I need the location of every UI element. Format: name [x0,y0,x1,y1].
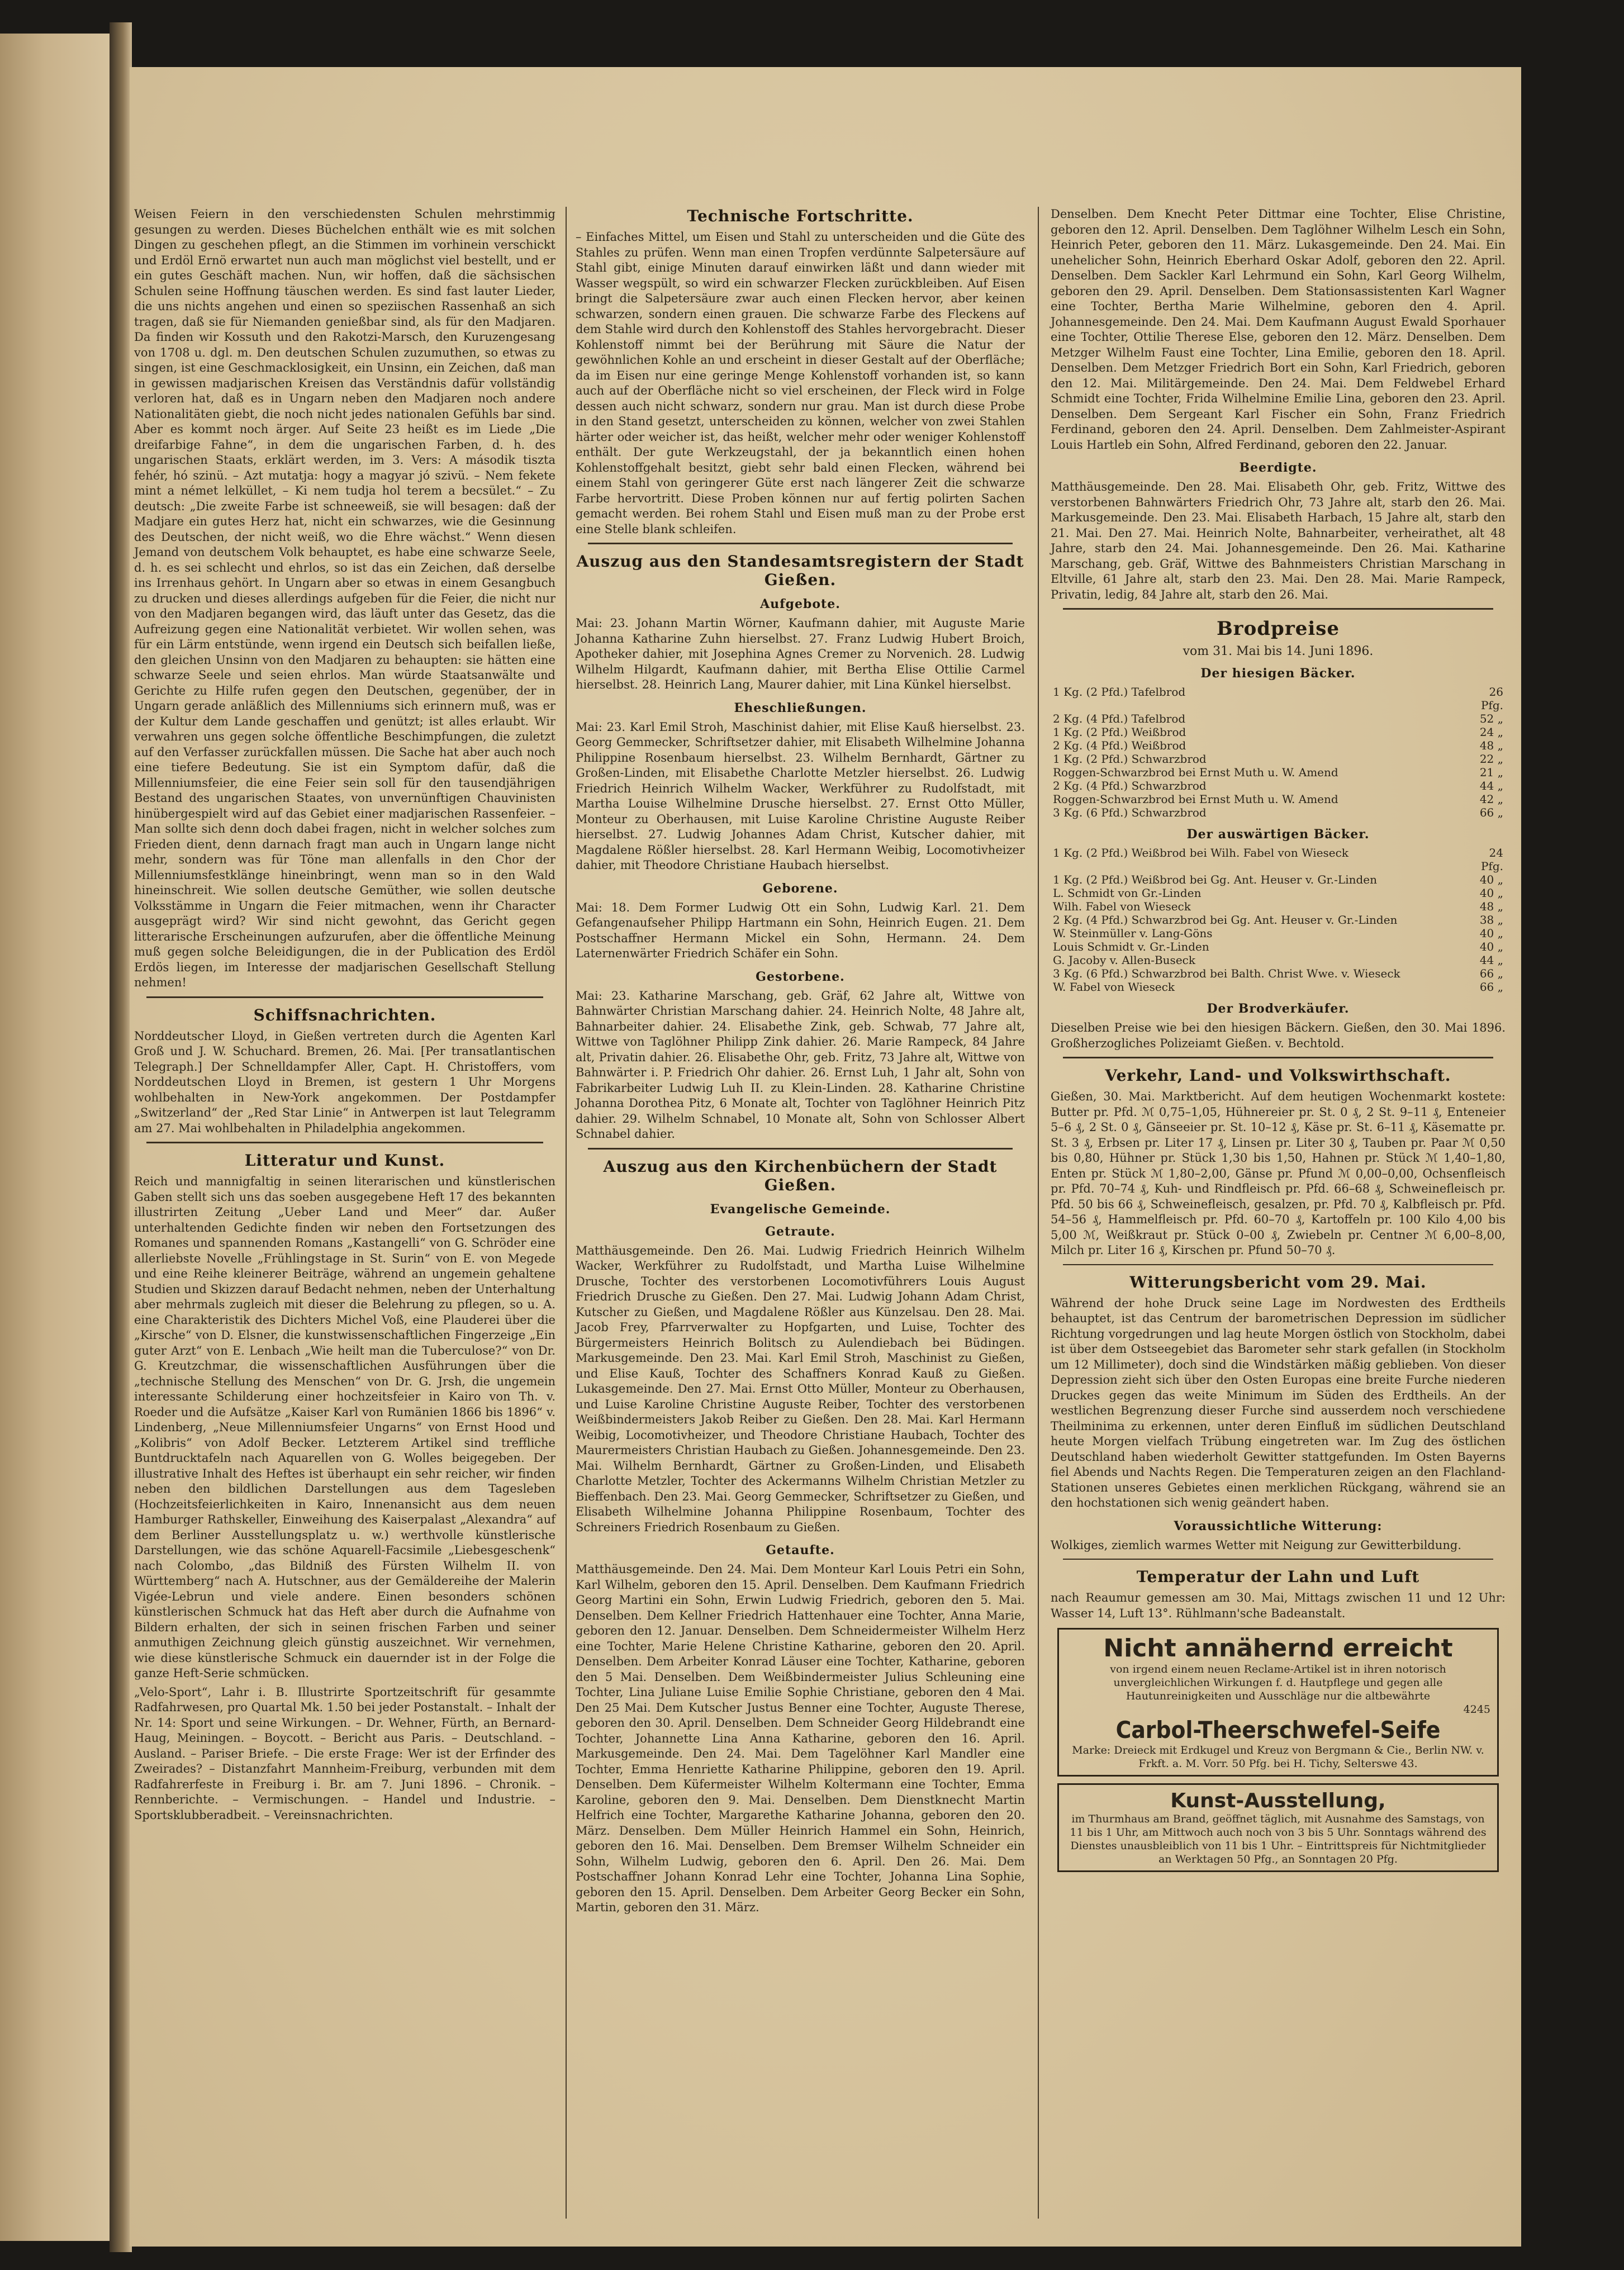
bread-price-desc: 2 Kg. (4 Pfd.) Tafelbrod [1053,712,1186,725]
bread-price-value: 66 „ [1479,980,1503,994]
bread-price-row [1053,685,1503,712]
church-getaufte-text: Matthäusgemeinde. Den 24. Mai. Dem Monteur Karl Louis Petri ein Sohn, Karl Wilhelm, geboren den 15. April. Denselben. Dem Kaufmann Friedrich Georg Martini ein Sohn, Erwin Ludwig Friedrich, geboren den 5. Mai. Denselben. Dem Kellner Friedrich Hattenhauer eine Tochter, Anna Marie, geboren den 12. Januar. Denselben. Dem Schneidermeister Wilhelm Herz eine Tochter, Marie Helene Christine Katharine, geboren den 20. April. Denselben. Dem Arbeiter Konrad Läuser eine Tochter, Katharine, geboren den 5 Mai. Denselben. Dem Weißbindermeister Julius Schleuning eine Tochter, Lina Juliane Luise Emilie Sophie Christiane, geboren den 4 Mai. Den 25 Mai. Dem Kutscher Justus Benner eine Tochter, Auguste Therese, geboren den 30. April. Denselben. Dem Schneider Georg Hildebrandt eine Tochter, Johannette Lina Anna Katharine, geboren den 16. April. Markusgemeinde. Den 24. Mai. Dem Tagelöhner Karl Mandler eine Tochter, Emma Henriette Katharine Philippine, geboren den 19. April. Denselben. Dem Küfermeister Wilhelm Koltermann eine Tochter, Emma Karoline, geboren den 9. Mai. Denselben. Dem Dienstknecht Martin Helfrich eine Tochter, Margarethe Katharine Johanna, geboren den 20. März. Denselben. Dem Müller Heinrich Hammel ein Sohn, Heinrich, geboren den 16. Mai. Denselben. Dem Bremser Wilhelm Schneider ein Sohn, Wilhelm Ludwig, geboren den 6. April. Den 26. Mai. Dem Postschaffner Johann Konrad Lehr eine Tochter, Johanna Lina Sophie, geboren den 15. April. Denselben. Dem Arbeiter Georg Becker ein Sohn, Martin, geboren den 31. März. [576,1563,1025,1914]
ad-soap-title: Nicht annähernd erreicht [1103,1634,1453,1663]
registry-deaths: Gestorbene. [756,969,845,984]
bread-price-value: 44 „ [1479,953,1503,967]
church-getraute: Getraute. [765,1224,835,1239]
bread-price-row [1053,779,1503,792]
weather-text: Während der hohe Druck seine Lage im Nordwesten des Erdtheils behauptet, ist das Centrum der barometrischen Depression im südlicher Richtung vorgedrungen und lag heute Morgen östlich von Stockholm, dabei ist über dem Ostseegebiet das Barometer sehr stark gefallen (in Stockholm um 12 Millimeter), doch sind die Windstärken mäßig geblieben. Von dieser Depression zieht sich über den Osten Europas eine breite Furche niederen Druckes gegen das weite Minimum im Süden des Erdtheils. An der westlichen Begrenzung dieser Furche sind ausserdem noch verschiedene Theilminima zu erkennen, unter deren Einfluß im südlichen Deutschland heute Morgen vielfach Trübung eingetreten war. Im Zug des östlichen Deutschland haben wiederholt Gewitter stattgefunden. Im Osten Bayerns fiel Abends und Nachts Regen. Die Temperaturen zeigen an den Flachland-Stationen unseres Gebietes einen merklichen Rückgang, während sie an den hochstationen sich wenig geändert haben. [1051,1296,1506,1509]
weather-forecast: Wolkiges, ziemlich warmes Wetter mit Neigung zur Gewitterbildung. [1051,1538,1462,1552]
bread-price-row [1053,913,1503,927]
bread-price-desc: G. Jacoby v. Allen-Buseck [1053,953,1195,967]
bread-price-value: 40 „ [1479,940,1503,953]
registry-marriages-text: Mai: 23. Karl Emil Stroh, Maschinist dahier, mit Elise Kauß hierselbst. 23. Georg Gemmecker, Schriftsetzer dahier, mit Elisabeth Wilhelmine Johanna Philippine Rosenbaum hierselbst. 23. Wilhelm Bernhardt, Gärtner zu Großen-Linden, mit Elisabethe Charlotte Metzler hierselbst. 26. Ludwig Friedrich Heinrich Wilhelm Wacker, Werkführer zu Rudolfstadt, mit Martha Louise Wilhelmine Drusche hierselbst. 27. Ernst Otto Müller, Monteur zu Oberhausen, mit Luise Karoline Christine Auguste Reiber hierselbst. 27. Ludwig Johannes Adam Christ, Kutscher dahier, mit Magdalene Rößler hierselbst. 28. Karl Hermann Weibig, Locomotivheizer dahier, mit Theodore Christiane Haubach hierselbst. [576,720,1025,872]
column-left [130,207,560,2230]
separator [588,1148,1013,1150]
church-evangelical: Evangelische Gemeinde. [710,1202,891,1217]
registry-births: Geborene. [762,881,838,896]
tech-heading: Technische Fortschritte. [687,207,914,225]
bread-price-row [1053,980,1503,994]
bread-price-desc: Wilh. Fabel von Wieseck [1053,900,1191,913]
bread-prices-dates: vom 31. Mai bis 14. Juni 1896. [1183,644,1374,658]
separator [588,543,1013,544]
bread-price-value: 52 „ [1479,712,1503,725]
separator [146,1142,543,1143]
bread-price-value: 48 „ [1479,739,1503,752]
separator [1063,1559,1493,1560]
bread-price-row [1053,752,1503,766]
ship-news-heading: Schiffsnachrichten. [253,1005,436,1024]
bread-price-value: 66 „ [1479,967,1503,980]
newspaper-page [130,67,1521,2247]
bread-price-desc: 3 Kg. (6 Pfd.) Schwarzbrod bei Balth. Christ Wwe. v. Wieseck [1053,967,1400,980]
column-right [1046,207,1510,2230]
column-middle [571,207,1029,2230]
bread-price-row [1053,886,1503,900]
economy-heading: Verkehr, Land- und Volkswirthschaft. [1105,1066,1451,1085]
bread-price-desc: Louis Schmidt v. Gr.-Linden [1053,940,1209,953]
bread-sellers-heading: Der Brodverkäufer. [1207,1001,1350,1016]
burials-heading: Beerdigte. [1239,460,1317,475]
literature-text: Reich und mannigfaltig in seinen literarischen und künstlerischen Gaben stellt sich uns das soeben ausgegebene Heft 17 des bekannten illustrirten Zeitung „Ueber Land und Meer“ dar. Außer unterhaltenden Gedichte finden wir neben den Fortsetzungen des Romanes und spannenden Romans „Kastangelli“ von G. Schröder eine allerliebste Novelle „Frühlingstage in St. Surin“ von E. von Megede und eine Reihe kleinerer Beiträge, während an ungemein gehaltene Studien und Skizzen darauf Bedacht nehmen, neben der Unterhaltung aber mehrmals zugleich mit dieser die Belehrung zu pflegen, so u. A. eine Charakteristik des Dichters Michel Voß, eine Plauderei über die „Kirsche“ von D. Elsner, die kunstwissenschaftlichen Fingerzeige „Ein guter Arzt“ von E. Lenbach „Wie heilt man die Tuberculose?“ von Dr. G. Kreutzchmar, die wissenschaftlichen Ausführungen über die „technische Stellung des Menschen“ von Dr. G. Jrsh, die ungemein interessante Schilderung einer hochzeitsfeier in Kairo von Th. v. Roeder und die Aufsätze „Kaiser Karl von Rumänien 1866 bis 1896“ v. Lindenberg, „Neue Millenniumsfeier Ungarns“ von Ernst Hood und „Kolibris“ von Adolf Becker. Letzterem Artikel sind treffliche Buntdrucktafeln nach Aquarellen von G. Wolles beigegeben. Der illustrative Inhalt des Heftes ist überhaupt ein sehr reicher, wir finden neben den bildlichen Darstellungen aus dem Tagesleben (Hochzeitsfeierlichkeiten in Kairo, Innenansicht aus dem neuen Hamburger Rathskeller, Einweihung des Kaiserpalast „Alexandra“ auf dem Berliner Ausstellungsplatz u. w.) werthvolle künstlerische Darstellungen, wie das schöne Aquarell-Facsimile „Liebesgeschenk“ nach Colombo, „das Bildniß des Fürsten Wilhelm II. von Württemberg“ nach A. Hutschner, aus der Gemäldereihe der Malerin Vigée-Lebrun und viele andere. Einen besonders schönen künstlerischen Schmuck hat das Heft aber durch die Aufnahme von Bildern erhalten, der sich in seinen frischen Farben und seiner anmuthigen Zeichnung gleich günstig auszeichnet. Wir vernehmen, wie diese künstlerische Schmuck ein dauernder ist in der Folge die ganze Heft-Serie schmücken. [134,1175,555,1680]
bread-price-row [1053,953,1503,967]
bread-price-value: 21 „ [1479,766,1503,779]
bread-price-row [1053,792,1503,806]
separator [1063,1264,1493,1265]
baptisms-continued: Denselben. Dem Knecht Peter Dittmar eine Tochter, Elise Christine, geboren den 12. April. Denselben. Dem Taglöhner Wilhelm Lesch ein Sohn, Heinrich Peter, geboren den 11. März. Lukasgemeinde. Den 24. Mai. Ein unehelicher Sohn, Heinrich Eberhard Oskar Adolf, geboren den 22. April. Denselben. Dem Sackler Karl Lehrmund ein Sohn, Karl Georg Wilhelm, geboren den 29. April. Denselben. Dem Stationsassistenten Karl Wagner eine Tochter, Bertha Marie Wilhelmine, geboren den 4. April. Johannesgemeinde. Den 24. Mai. Dem Kaufmann August Ewald Sporhauer eine Tochter, Ottilie Therese Else, geboren den 12. März. Denselben. Dem Metzger Wilhelm Faust eine Tochter, Lina Emilie, geboren den 18. April. Denselben. Dem Metzger Friedrich Bort ein Sohn, Karl Friedrich, geboren den 12. Mai. Militärgemeinde. Den 24. Mai. Dem Feldwebel Erhard Schmidt eine Tochter, Frida Wilhelmine Emilie Lina, geboren den 23. April. Denselben. Dem Sergeant Karl Fischer ein Sohn, Franz Friedrich Ferdinand, geboren den 24. April. Denselben. Dem Zahlmeister-Aspirant Louis Hartleb ein Sohn, Alfred Ferdinand, geboren den 22. Januar. [1051,207,1506,452]
registry-births-text: Mai: 18. Dem Former Ludwig Ott ein Sohn, Ludwig Karl. 21. Dem Gefangenaufseher Philipp Hartmann ein Sohn, Heinrich Eugen. 21. Dem Postschaffner Hermann Mickel ein Sohn, Hermann. 24. Dem Laternenwärter Friedrich Schäfer ein Sohn. [576,900,1025,960]
bread-price-row [1053,873,1503,886]
bread-price-value: 24 „ [1479,725,1503,739]
ad-art-exhibition [1057,1783,1499,1872]
bread-price-row [1053,967,1503,980]
tech-text: – Einfaches Mittel, um Eisen und Stahl zu unterscheiden und die Güte des Stahles zu prüfen. Wenn man einen Tropfen verdünnte Salpetersäure auf Stahl gibt, einige Minuten darauf einwirken läßt und dann wieder mit Wasser wegspült, so wird ein schwarzer Flecken zurückbleiben. Auf Eisen bringt die Salpetersäure zwar auch einen Flecken hervor, aber keinen schwarzen, sondern einen grauen. Die schwarze Farbe des Fleckens auf dem Stahle wird durch den Kohlenstoff des Stahles hervorgebracht. Dieser Kohlenstoff nimmt bei der Berührung mit Säure die Natur der gewöhnlichen Kohle an und erscheint in dieser Gestalt auf der Oberfläche; da im Eisen nur eine geringe Menge Kohlenstoff vorhanden ist, so kann auch auf der Oberfläche nicht so viel erscheinen, der Fleck wird in Folge dessen auch nicht schwarz, sondern nur grau. Man ist durch diese Probe in den Stand gesetzt, unterscheiden zu können, welcher von zwei Stahlen härter oder weicher ist, das heißt, welcher mehr oder weniger Kohlenstoff enthält. Der gute Werkzeugstahl, der ja bekanntlich einen hohen Kohlenstoffgehalt besitzt, giebt sehr bald einen Flecken, während bei einem Stahl von geringerer Güte erst nach längerer Zeit die schwarze Farbe hervortritt. Diese Proben können nur auf fertig polirten Sachen gemacht werden. Bei rohem Stahl und Eisen muß man zu der Probe erst eine Stelle blank schleifen. [576,230,1025,536]
burials-text: Matthäusgemeinde. Den 28. Mai. Elisabeth Ohr, geb. Fritz, Wittwe des verstorbenen Bahnwärters Friedrich Ohr, 73 Jahre alt, starb den 26. Mai. Markusgemeinde. Den 23. Mai. Elisabeth Harbach, 15 Jahre alt, starb den 21. Mai. Den 27. Mai. Heinrich Nolte, Bahnarbeiter, verheirathet, alt 48 Jahre, starb den 24. Mai. Johannesgemeinde. Den 26. Mai. Katharine Marschang, geb. Gräf, Wittwe des Bahnmeisters Christian Marschang in Eltville, 61 Jahre alt, starb den 23. Mai. Den 28. Mai. Marie Rampeck, Privatin, ledig, 84 Jahre alt, starb den 26. Mai. [1051,480,1506,601]
bread-price-desc: W. Steinmüller v. Lang-Göns [1053,927,1213,940]
separator [1063,608,1493,610]
bread-price-row [1053,927,1503,940]
bread-price-value: 40 „ [1479,886,1503,900]
bread-price-row [1053,712,1503,725]
registry-aufgebote: Aufgebote. [760,597,841,611]
bread-price-value: 44 „ [1479,779,1503,792]
previous-page-edge [0,34,113,2241]
bread-price-desc: 1 Kg. (2 Pfd.) Weißbrod bei Gg. Ant. Heuser v. Gr.-Linden [1053,873,1377,886]
bread-prices-heading: Brodpreise [1216,618,1340,640]
separator [146,996,543,998]
bread-price-desc: 2 Kg. (4 Pfd.) Schwarzbrod bei Gg. Ant. Heuser v. Gr.-Linden [1053,913,1398,927]
bread-price-value: 40 „ [1479,927,1503,940]
registry-aufgebote-text: Mai: 23. Johann Martin Wörner, Kaufmann dahier, mit Auguste Marie Johanna Katharine Zuhn hierselbst. 27. Franz Ludwig Hubert Broich, Apotheker dahier, mit Josephina Agnes Cremer zu Norvenich. 28. Ludwig Wilhelm Hilgardt, Kaufmann dahier, mit Bertha Elise Ottilie Carmel hierselbst. 28. Heinrich Lang, Maurer dahier, mit Lina Künkel hierselbst. [576,616,1025,691]
ad-soap-product: Carbol-Theerschwefel-Seife [1115,1716,1441,1744]
temperature-text: nach Reaumur gemessen am 30. Mai, Mittags zwischen 11 und 12 Uhr: Wasser 14, Luft 13°. Rühlmann'sche Badeanstalt. [1051,1591,1506,1620]
bread-price-desc: 2 Kg. (4 Pfd.) Weißbrod [1053,739,1186,752]
column-rule [566,207,567,2219]
separator [1063,1057,1493,1058]
bread-price-row [1053,806,1503,819]
bread-price-value: 24 Pfg. [1480,846,1503,873]
column-rule [1038,207,1039,2219]
bread-foreign-heading: Der auswärtigen Bäcker. [1186,827,1370,842]
literature-heading: Litteratur und Kunst. [244,1151,445,1170]
bread-foreign-list [1046,846,1510,994]
ad-soap [1057,1628,1499,1777]
bread-price-row [1053,900,1503,913]
bread-local-list [1046,685,1510,819]
article-millennium: Weisen Feiern in den verschiedensten Schulen mehrstimmig gesungen zu werden. Dieses Büchelchen enthält wie es mit solchen Dingen zu geschehen pflegt, an die Stimmen im vorhinein verschickt und Erdöl Ernö erwartet nun auch man möglichst viel bestellt, und er ein gutes Geschäft machen. Nun, wir hoffen, daß die sächsischen Schulen seine Hoffnung täuschen werden. Es sind fast lauter Lieder, die uns nichts angehen und einen so speziischen Rassenhaß an sich tragen, daß sie für Niemanden genießbar sind, als für den Madjaren. Da finden wir Kossuth und den Rakotzi-Marsch, den Kuruzengesang von 1708 u. dgl. m. Den deutschen Schulen zuzumuthen, so etwas zu singen, ist eine Geschmacklosigkeit, ein Unsinn, ein Zeichen, daß man in gewissen madjarischen Kreisen das Verständnis dafür vollständig verloren hat, daß es in Ungarn neben den Madjaren noch andere Nationalitäten giebt, die noch nicht jedes nationalen Gefühls bar sind. Aber es kommt noch ärger. Auf Seite 23 heißt es im Liede „Die dreifarbige Fahne“, in dem die ungarischen Farben, d. h. des ungarischen Staats, erklärt werden, im 3. Vers: A második tiszta fehér, hó szinü. – Azt mutatja: hogy a magyar jó szivü. – Nem fekete mint a német lelküllet, – Ki nem tudja hol terem a becsület.“ – Zu deutsch: „Die zweite Farbe ist schneeweiß, sie will besagen: daß der Madjare ein gutes Herz hat, nicht ein schwarzes, wie die Gesinnung des Deutschen, der nicht weiß, wo die Ehre wächst.“ Wenn diesen Jemand von deutschem Volk behauptet, es habe eine schwarze Seele, d. h. es sei schlecht und ehrlos, so ist das ein Zeichen, daß derselbe ins Irrenhaus gehört. In Ungarn aber so etwas in einem Gesangbuch zu drucken und dieses allerdings aufgeben für die Feier, die nicht nur von den Madjaren begangen wird, das läuft unter das Gesetz, das die Aufreizung gegen eine Nationalität verbietet. Wir wollen sehen, was für ein Lärm entstünde, wenn irgend ein Deutsch sich beifallen ließe, den gleichen Unsinn von den Madjaren zu behaupten: sie hätten eine schwarze Seele und seien ehrlos. Man würde Staatsanwälte und Gerichte zu Hilfe rufen gegen den Deutschen, gegenüber, der in Ungarn gerade anläßlich des Millenniums sich erinnern muß, was er der Kultur dem Lande geschaffen und genützt; ist alles erlaubt. Wir verwahren uns gegen solche öffentliche Beschimpfungen, die zuletzt auf den Verfasser zurückfallen müssen. Die Sache hat aber auch noch eine tiefere Bedeutung. Sie ist ein Symptom dafür, daß die Millenniumsfeier, die eine Feier sein soll für den tausendjährigen Bestand des ungarischen Staates, von unvernünftigen Chauvinisten hinübergespielt wird auf das Gebiet einer madjarischen Rassenfeier. – Man sollte sich denn doch dabei fragen, nicht in welcher solches zum Frieden dient, denn darnach fragt man auch in Ungarn lange nicht mehr, sondern was für Töne man allenfalls in den Chor der Millenniumsfestklänge hineinbringt, wenn man so in den Wald hineinschreit. Wie sollen deutsche Gemüther, wie sollen deutsche Volksstämme in Ungarn die Feier mitmachen, wenn ihr Character ausgeprägt wird? Wir sind nicht gewohnt, das Gericht gegen litterarische Erscheinungen aufzurufen, aber die öffentliche Meinung muß gegen solche Beleidigungen, die in der Publication des Erdöl Erdös liegen, im Interesse der madjarischen Gesellschaft Stellung nehmen! [134,207,555,989]
bread-price-row [1053,846,1503,873]
ad-soap-number: 4245 [1463,1703,1490,1716]
church-heading: Auszug aus den Kirchenbüchern der Stadt Gießen. [603,1157,998,1194]
weather-heading: Witterungsbericht vom 29. Mai. [1129,1272,1427,1291]
bread-price-desc: Roggen-Schwarzbrod bei Ernst Muth u. W. Amend [1053,792,1338,806]
church-getraute-text: Matthäusgemeinde. Den 26. Mai. Ludwig Friedrich Heinrich Wilhelm Wacker, Werkführer zu Rudolfstadt, und Martha Luise Wilhelmine Drusche, Tochter des verstorbenen Locomotivführers Louis August Friedrich Drusche zu Gießen. Den 27. Mai. Ludwig Johann Adam Christ, Kutscher zu Gießen, und Magdalene Rößler aus Künzelsau. Den 28. Mai. Jacob Frey, Pfarrverwalter zu Hopfgarten, und Luise, Tochter des Bürgermeisters Heinrich Bolitsch zu Aulendiebach bei Büdingen. Markusgemeinde. Den 23. Mai. Karl Emil Stroh, Maschinist zu Gießen, und Elise Kauß, Tochter des Schaffners Konrad Kauß zu Gießen. Lukasgemeinde. Den 27. Mai. Ernst Otto Müller, Monteur zu Oberhausen, und Luise Karoline Christine Auguste Reiber, Tochter des verstorbenen Weißbindermeisters Jakob Reiber zu Gießen. Den 28. Mai. Karl Hermann Weibig, Locomotivheizer, und Theodore Christiane Haubach, Tochter des Maurermeisters Christian Haubach zu Gießen. Johannesgemeinde. Den 23. Mai. Wilhelm Bernhardt, Gärtner zu Großen-Linden, und Elisabeth Charlotte Metzler, Tochter des Ackermanns Wilhelm Christian Metzler zu Bieffenbach. Den 23. Mai. Georg Gemmecker, Schriftsetzer zu Gießen, und Elisabeth Wilhelmine Johanna Philippine Rosenbaum, Tochter des Schreiners Friedrich Rosenbaum zu Gießen. [576,1243,1025,1534]
temperature-heading: Temperatur der Lahn und Luft [1136,1568,1420,1586]
bread-price-row [1053,725,1503,739]
market-report: Gießen, 30. Mai. Marktbericht. Auf dem heutigen Wochenmarkt kostete: Butter pr. Pfd. ℳ 0,75–1,05, Hühnereier pr. St. 0 ₰, 2 St. 9–11 ₰, Enteneier 5–6 ₰, 2 St. 0 ₰, Gänseeier pr. St. 10–12 ₰, Käse pr. St. 6–11 ₰, Käsematte pr. St. 3 ₰, Erbsen pr. Liter 17 ₰, Linsen pr. Liter 30 ₰, Tauben pr. Paar ℳ 0,50 bis 0,80, Hühner pr. Stück 1,30 bis 1,50, Hahnen pr. Stück ℳ 1,40–1,80, Enten pr. Stück ℳ 1,80–2,00, Gänse pr. Pfund ℳ 0,00–0,00, Ochsenfleisch pr. Pfd. 70–74 ₰, Kuh- und Rindfleisch pr. Pfd. 66–68 ₰, Schweinefleisch pr. Pfd. 50 bis 66 ₰, Schweinefleisch, gesalzen, pr. Pfd. 70 ₰, Kalbfleisch pr. Pfd. 54–56 ₰, Hammelfleisch pr. Pfd. 60–70 ₰, Kartoffeln pr. 100 Kilo 4,00 bis 5,00 ℳ, Weißkraut pr. Stück 0–00 ₰, Zwiebeln pr. Centner ℳ 6,00–8,00, Milch pr. Liter 16 ₰, Kirschen pr. Pfund 50–70 ₰. [1051,1090,1506,1257]
bread-price-value: 26 Pfg. [1480,685,1503,712]
bread-local-heading: Der hiesigen Bäcker. [1200,666,1356,681]
bread-price-desc: 3 Kg. (6 Pfd.) Schwarzbrod [1053,806,1207,819]
ad-art-text: im Thurmhaus am Brand, geöffnet täglich, mit Ausnahme des Samstags, von 11 bis 1 Uhr, am Mittwoch auch noch von 3 bis 5 Uhr. Sonntags während des Dienstes unausbleiblich von 11 bis 1 Uhr. – Eintrittspreis für Nichtmitglieder an Werktagen 50 Pfg., an Sonntagen 20 Pfg. [1070,1813,1487,1865]
bread-price-desc: Roggen-Schwarzbrod bei Ernst Muth u. W. Amend [1053,766,1338,779]
bread-footer: Dieselben Preise wie bei den hiesigen Bäckern. Gießen, den 30. Mai 1896. Großherzogliches Polizeiamt Gießen. v. Bechtold. [1051,1021,1506,1050]
bread-price-desc: W. Fabel von Wieseck [1053,980,1175,994]
bread-price-value: 22 „ [1479,752,1503,766]
bread-price-desc: 2 Kg. (4 Pfd.) Schwarzbrod [1053,779,1207,792]
bread-price-value: 40 „ [1479,873,1503,886]
bread-price-value: 66 „ [1479,806,1503,819]
weather-forecast-heading: Voraussichtliche Witterung: [1174,1518,1383,1533]
velo-sport-text: „Velo-Sport“, Lahr i. B. Illustrirte Sportzeitschrift für gesammte Radfahrwesen, pro Quartal Mk. 1.50 bei jeder Postanstalt. – Inhalt der Nr. 14: Sport und seine Wirkungen. – Dr. Wehner, Fürth, an Bernard-Haug, Meiningen. – Boycott. – Bericht aus Paris. – Deutschland. – Ausland. – Pariser Briefe. – Die erste Frage: Wer ist der Erfinder des Zweirades? – Distanzfahrt Mannheim-Freiburg, verbunden mit dem Radfahrerfeste in Freiburg i. Br. am 7. Juni 1896. – Chronik. – Rennberichte. – Vermischungen. – Handel und Industrie. – Sportsklubberadbeit. – Vereinsnachrichten. [134,1685,555,1822]
church-getaufte: Getaufte. [766,1543,835,1557]
bread-price-row [1053,940,1503,953]
bread-price-value: 38 „ [1479,913,1503,927]
bread-price-desc: 1 Kg. (2 Pfd.) Weißbrod [1053,725,1186,739]
ad-soap-text: von irgend einem neuen Reclame-Artikel ist in ihren notorisch unvergleichlichen Wirkungen f. d. Hautpflege und gegen alle Hautunreinigkeiten und Ausschläge nur die altbewährte [1110,1663,1446,1702]
ship-news-text: Norddeutscher Lloyd, in Gießen vertreten durch die Agenten Karl Groß und J. W. Schuchard. Bremen, 26. Mai. [Per transatlantischen Telegraph.] Der Schnelldampfer Aller, Capt. H. Christoffers, vom Norddeutschen Lloyd in Bremen, ist gestern 1 Uhr Morgens wohlbehalten in New-York angekommen. Der Postdampfer „Switzerland“ der „Red Star Linie“ in Antwerpen ist laut Telegramm am 27. Mai wohlbehalten in Philadelphia angekommen. [134,1029,555,1135]
book-gutter [110,22,132,2252]
ad-art-title: Kunst-Ausstellung, [1170,1789,1386,1812]
bread-price-desc: 1 Kg. (2 Pfd.) Schwarzbrod [1053,752,1207,766]
bread-price-desc: 1 Kg. (2 Pfd.) Tafelbrod [1053,685,1186,699]
bread-price-row [1053,739,1503,752]
bread-price-row [1053,766,1503,779]
registry-deaths-text: Mai: 23. Katharine Marschang, geb. Gräf, 62 Jahre alt, Wittwe von Bahnwärter Christian Marschang dahier. 24. Heinrich Nolte, 48 Jahre alt, Bahnarbeiter dahier. 24. Elisabethe Zink, geb. Schwab, 77 Jahre alt, Wittwe von Taglöhner Philipp Zink dahier. 26. Marie Rampeck, 84 Jahre alt, Privatin dahier. 26. Elisabethe Ohr, geb. Fritz, 73 Jahre alt, Wittwe von Bahnwärter i. P. Friedrich Ohr dahier. 26. Ernst Luh, 1 Jahr alt, Sohn von Fabrikarbeiter Ludwig Luh II. zu Klein-Linden. 28. Katharine Christine Johanna Dorothea Pitz, 6 Monate alt, Tochter von Taglöhner Heinrich Pitz dahier. 29. Wilhelm Schnabel, 10 Monate alt, Sohn von Schlosser Albert Schnabel dahier. [576,989,1025,1141]
bread-price-desc: L. Schmidt von Gr.-Linden [1053,886,1202,900]
registry-marriages: Eheschließungen. [734,700,867,715]
bread-price-desc: 1 Kg. (2 Pfd.) Weißbrod bei Wilh. Fabel von Wieseck [1053,846,1348,859]
bread-price-value: 48 „ [1479,900,1503,913]
ad-soap-footer: Marke: Dreieck mit Erdkugel und Kreuz von Bergmann & Cie., Berlin NW. v. Frkft. a. M. Vorr. 50 Pfg. bei H. Tichy, Selterswe 43. [1072,1744,1484,1770]
registry-heading: Auszug aus den Standesamtsregistern der Stadt Gießen. [576,552,1024,589]
bread-price-value: 42 „ [1479,792,1503,806]
